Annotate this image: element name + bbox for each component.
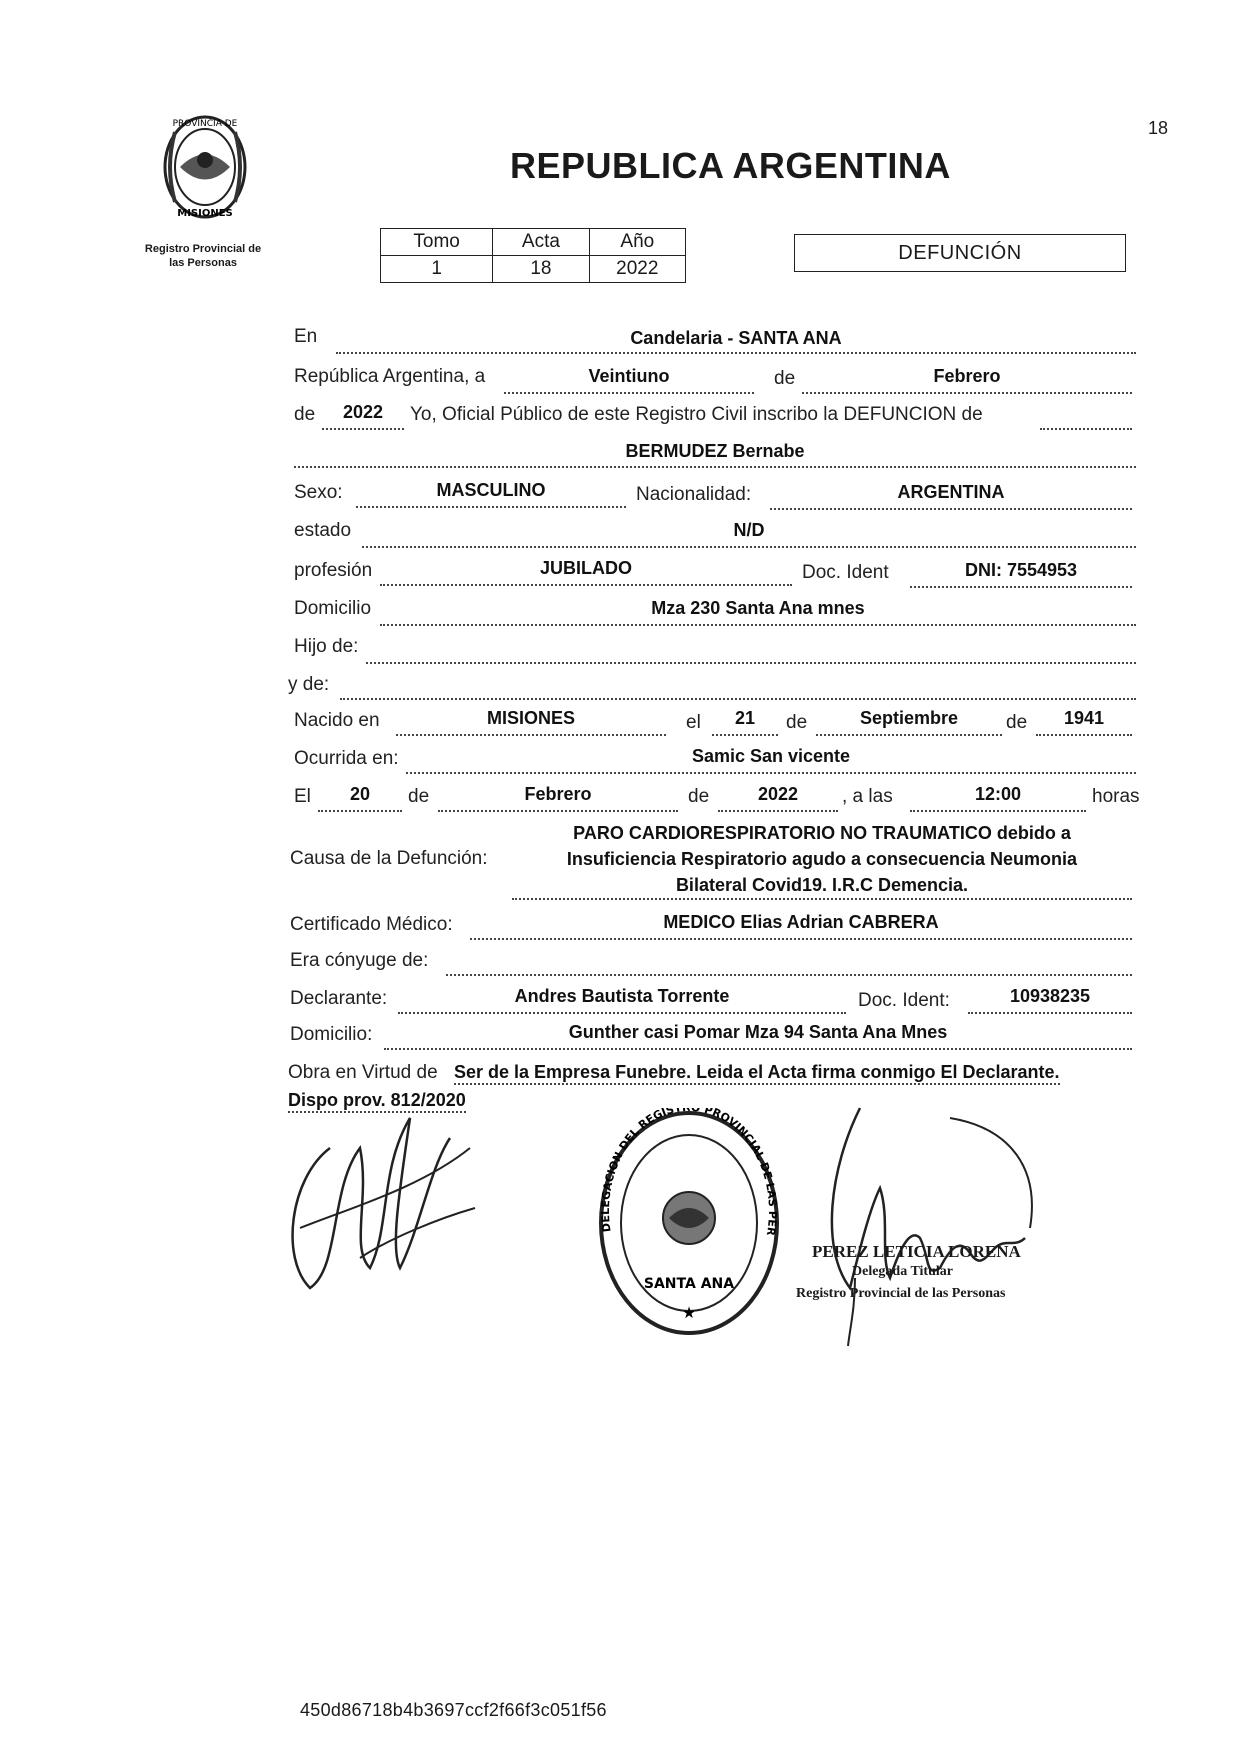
stamp-inner-text: SANTA ANA (643, 1276, 735, 1292)
document-hash: 450d86718b4b3697ccf2f66f3c051f56 (300, 1700, 607, 1720)
obra-label: Obra en Virtud de (288, 1062, 438, 1083)
nacionalidad-line (770, 508, 1132, 510)
republica-month: Febrero (933, 366, 1001, 386)
sexo-line (356, 506, 626, 508)
fecha-day-line (318, 810, 402, 812)
declarante-doc-line (968, 1012, 1132, 1014)
fecha-el-label: El (294, 786, 311, 807)
obra-value: Ser de la Empresa Funebre. Leida el Acta firma conmigo El Declarante. (454, 1062, 1060, 1085)
declarante-label: Declarante: (290, 988, 388, 1009)
nacido-de-label-2: de (1006, 712, 1028, 733)
domicilio-label: Domicilio (294, 598, 372, 619)
declarante-doc-value: 10938235 (1009, 986, 1091, 1006)
republica-month-line (802, 392, 1132, 394)
nacido-place: MISIONES (486, 708, 575, 728)
conyuge-label: Era cónyuge de: (290, 950, 429, 971)
certificado-line (470, 938, 1132, 940)
fecha-de-label-1: de (408, 786, 430, 807)
profesion-line (380, 584, 792, 586)
nacido-year: 1941 (1063, 708, 1105, 728)
nacionalidad-value: ARGENTINA (897, 482, 1005, 502)
y-de-line (340, 698, 1136, 700)
en-value: Candelaria - SANTA ANA (630, 328, 842, 348)
declarante-value: Andres Bautista Torrente (514, 986, 730, 1006)
estado-line (362, 546, 1136, 548)
acta-value-anio: 2022 (589, 256, 685, 283)
official-office: Registro Provincial de las Personas (796, 1286, 1006, 1301)
fecha-time: 12:00 (974, 784, 1022, 804)
seal-top-text: PROVINCIA DE (172, 119, 238, 129)
ocurrida-value: Samic San vicente (691, 746, 851, 766)
sexo-value: MASCULINO (436, 480, 546, 500)
nacido-year-line (1036, 734, 1132, 736)
registry-caption (128, 242, 278, 270)
registry-line-2: las Personas (169, 257, 237, 269)
declarante-doc-label: Doc. Ident: (858, 990, 950, 1011)
causa-label: Causa de la Defunción: (290, 848, 488, 869)
fecha-horas-label: horas (1092, 786, 1140, 807)
fecha-de-label-2: de (688, 786, 710, 807)
nacido-day-line (712, 734, 778, 736)
fecha-day: 20 (349, 784, 371, 804)
hijo-de-line (366, 662, 1136, 664)
domicilio-line (380, 624, 1136, 626)
nacido-el-label: el (686, 712, 701, 733)
fecha-time-line (910, 810, 1086, 812)
svg-text:★: ★ (681, 1305, 697, 1322)
ocurrida-line (406, 772, 1136, 774)
republica-day-line (504, 392, 754, 394)
profesion-value: JUBILADO (539, 558, 632, 578)
causa-value (512, 820, 1132, 898)
causa-line-3: Bilateral Covid19. I.R.C Demencia. (675, 875, 969, 895)
oficial-tail-line (1040, 428, 1132, 430)
year-de-label: de (294, 404, 316, 425)
year-line (322, 428, 404, 430)
ocurrida-label: Ocurrida en: (294, 748, 399, 769)
deceased-name: BERMUDEZ Bernabe (625, 441, 805, 461)
acta-table (380, 228, 686, 283)
acta-header-anio: Año (589, 229, 685, 256)
estado-value: N/D (733, 520, 765, 540)
seal-bottom-text: MISIONES (177, 208, 233, 219)
en-line (336, 352, 1136, 354)
domicilio2-value: Gunther casi Pomar Mza 94 Santa Ana Mnes (568, 1022, 948, 1042)
republica-de-label: de (774, 368, 796, 389)
acta-header-acta: Acta (493, 229, 589, 256)
nacionalidad-label: Nacionalidad: (636, 484, 752, 505)
obra-value-2: Dispo prov. 812/2020 (288, 1090, 466, 1113)
acta-value-tomo: 1 (381, 256, 493, 283)
doc-ident-value: DNI: 7554953 (964, 560, 1078, 580)
fecha-month-line (438, 810, 678, 812)
y-de-label: y de: (288, 674, 330, 695)
causa-line-1: PARO CARDIORESPIRATORIO NO TRAUMATICO debido a (573, 823, 1071, 843)
fecha-year: 2022 (757, 784, 799, 804)
estado-label: estado (294, 520, 352, 541)
official-name: PEREZ LETICIA LORENA (812, 1242, 1021, 1261)
domicilio2-label: Domicilio: (290, 1024, 373, 1045)
act-type-box: DEFUNCIÓN (794, 234, 1126, 272)
declarante-line (398, 1012, 846, 1014)
page-title: REPUBLICA ARGENTINA (510, 145, 951, 186)
oficial-text: Yo, Oficial Público de este Registro Civil inscribo la DEFUNCION de (410, 404, 983, 425)
republica-label: República Argentina, a (294, 366, 486, 387)
name-line (294, 466, 1136, 468)
nacido-month-line (816, 734, 1002, 736)
official-role: Delegada Titular (852, 1264, 953, 1279)
certificado-value: MEDICO Elias Adrian CABRERA (663, 912, 939, 932)
doc-ident-line (910, 586, 1132, 588)
causa-line-2: Insuficiencia Respiratorio agudo a consecuencia Neumonia (566, 849, 1078, 869)
profesion-label: profesión (294, 560, 373, 581)
official-stamp (594, 1108, 784, 1338)
certificado-label: Certificado Médico: (290, 914, 453, 935)
doc-ident-label: Doc. Ident (802, 562, 889, 583)
nacido-day: 21 (734, 708, 756, 728)
fecha-year-line (718, 810, 838, 812)
nacido-month: Septiembre (859, 708, 959, 728)
hijo-de-label: Hijo de: (294, 636, 359, 657)
sexo-label: Sexo: (294, 482, 343, 503)
en-label: En (294, 326, 318, 347)
page-number: 18 (1148, 118, 1169, 138)
registry-line-1: Registro Provincial de (144, 243, 262, 255)
stamp-ring-text: DELEGACION DEL REGIST PROVINCIAL DE LAS PER (598, 1108, 780, 1237)
causa-line (512, 898, 1132, 900)
domicilio-value: Mza 230 Santa Ana mnes (651, 598, 865, 618)
year-value: 2022 (342, 402, 384, 422)
nacido-de-label-1: de (786, 712, 808, 733)
acta-header-tomo: Tomo (381, 229, 493, 256)
fecha-month: Febrero (524, 784, 592, 804)
republica-day: Veintiuno (588, 366, 670, 386)
domicilio2-line (384, 1048, 1132, 1050)
nacido-label: Nacido en (294, 710, 380, 731)
conyuge-line (446, 974, 1132, 976)
declarant-signature-image (270, 1108, 490, 1298)
nacido-place-line (396, 734, 666, 736)
provincial-seal-logo (150, 112, 260, 222)
fecha-alas-label: , a las (842, 786, 893, 807)
official-signature-image (800, 1088, 1060, 1348)
acta-value-acta: 18 (493, 256, 589, 283)
